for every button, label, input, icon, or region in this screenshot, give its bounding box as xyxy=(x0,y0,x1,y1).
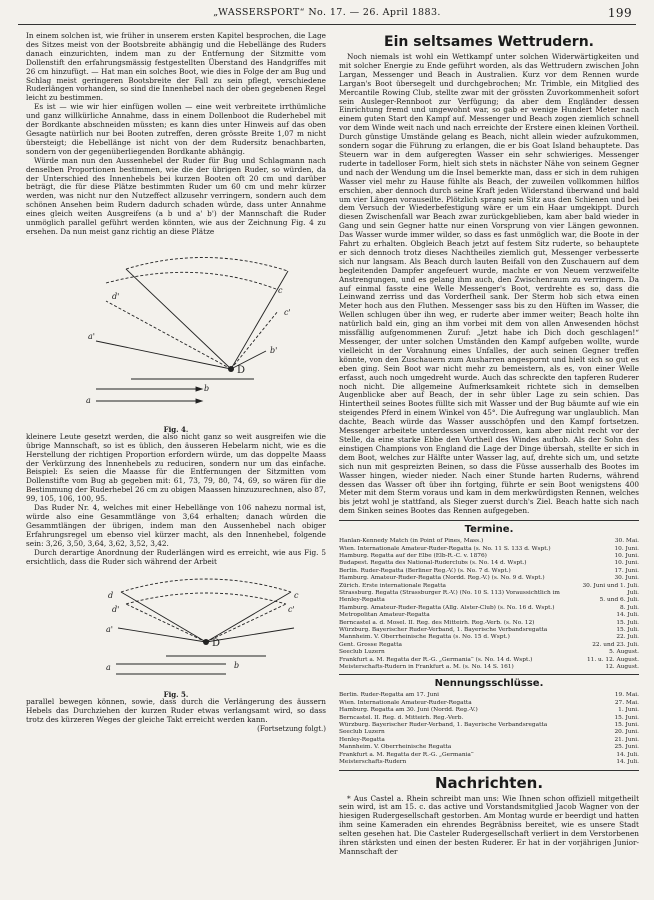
oar-line xyxy=(121,592,206,642)
arrowhead xyxy=(196,387,202,391)
schedule-row xyxy=(339,620,639,627)
article-continued xyxy=(26,698,326,725)
nennungsschluesse-heading: Nennungsschlüsse. xyxy=(339,674,639,689)
schedule-row xyxy=(339,664,639,671)
event-name: Henley-Regatta xyxy=(339,736,385,743)
event-name: Budapest. Regatta des National-Ruderclubs (s. No. 14 d. Wspt.) xyxy=(339,560,527,567)
schedule-row xyxy=(339,729,639,736)
label-D: D xyxy=(212,638,221,650)
event-date: 10. Juni. xyxy=(614,545,639,552)
label-b: b xyxy=(234,661,240,671)
figure-4-caption: Fig. 4. xyxy=(163,424,189,434)
figure-5 xyxy=(26,570,326,700)
event-name: Zürich. Erste internationale Regatta xyxy=(339,582,447,589)
event-name: Seeclub Luzern xyxy=(339,649,385,656)
schedule-row xyxy=(339,642,639,649)
article-title: Ein seltsames Wettrudern. xyxy=(384,34,594,50)
event-date: 14. Juli. xyxy=(616,612,639,619)
label-a: a xyxy=(106,663,111,673)
event-date: 10. Juni. xyxy=(614,560,639,567)
oar-line xyxy=(231,311,278,369)
event-date: 17. Juni. xyxy=(614,567,639,574)
article-continued xyxy=(26,32,326,237)
nennungsschluesse-table xyxy=(339,692,639,766)
event-date: 30. Juni. xyxy=(614,575,639,582)
paragraph: kleinere Leute gesetzt werden, die also nicht ganz so weit ausgreifen wie die übrige Mannschaft, so ist es üblich, den äusseren Hebelarm nicht, wie es die Herstellung der richtigen Proportion erfordern würde, um das doppelte Maass der Verkürzung des Innenhebels zu reduciren, sondern nur um das einfache. Beispiel: Es seien die Maasse für die Entfernungen der Sitzmitten vom Dollenstifte vom Bug ab gegeben mit: 61, 73, 79, 80, 74, 69, so wären für die Bestimmung der Ruderhebel 26 cm zu obigen Maassen hinzuzurechnen, also 87, 99, 105, 106, 100, 95. xyxy=(26,431,326,504)
schedule-row xyxy=(339,715,639,722)
schedule-row xyxy=(339,657,639,664)
event-name: Strassburg. Regatta (Strassburger R.-V.) (No. 10 S. 113) Voraussichtlich im xyxy=(339,589,560,596)
event-date: 12. August. xyxy=(605,664,639,671)
event-date: 22. und 23. Juli. xyxy=(592,641,639,648)
schedule-row xyxy=(339,605,639,612)
event-name: Seeclub Luzern xyxy=(339,729,385,736)
schedule-row xyxy=(339,546,639,553)
oar-line xyxy=(106,301,231,369)
schedule-row xyxy=(339,538,639,545)
paragraph: Es ist — wie wir hier einfügen wollen — eine weit verbreitete irrthümliche und ganz willkürliche Annahme, dass in einem Dollenboot die Ruderhebel mit der Bordkante abschneiden müssten; es kann dies unter Hinweis auf das oben Gesagte natürlich nur bei Booten zutreffen, deren grösste Breite 1,07 m nicht übersteigt; die Hebellänge ist nicht von der dem Rudersitz benachbarten, sondern von der gegenüberliegenden Bordkante abhängig. xyxy=(26,102,326,156)
event-name: Würzburg. Bayerischer Ruder-Verband, 1. Bayerische Verbandsregatta xyxy=(339,627,548,633)
figure-5-diagram xyxy=(26,570,326,686)
schedule-row xyxy=(339,707,639,714)
schedule-row xyxy=(339,583,639,590)
termine-table xyxy=(339,538,639,671)
header-rule xyxy=(18,24,636,25)
event-date: 15. Juni. xyxy=(614,714,639,721)
left-column xyxy=(26,32,326,888)
event-name: Berlin. Ruder-Regatta am 17. Juni xyxy=(339,692,439,699)
oar-line xyxy=(126,269,231,369)
schedule-row xyxy=(339,590,639,597)
event-date: 21. Juni. xyxy=(614,736,639,743)
paragraph: Durch derartige Anordnung der Ruderlängen wird es erreicht, wie aus Fig. 5 ersichtlich, dass die Ruder sich während der Arbeit xyxy=(26,547,326,566)
outer-arc xyxy=(126,257,288,271)
label-c1: c' xyxy=(284,307,291,317)
event-date: 25. Juni. xyxy=(614,744,639,751)
event-name: Wien. Internationale Amateur-Ruder-Regatta (s. No. 11 S. 133 d. Wspt.) xyxy=(339,545,551,552)
event-date: 14. Juli. xyxy=(616,751,639,758)
continuation-note: (Fortsetzung folgt.) xyxy=(257,725,326,734)
pivot-point xyxy=(228,366,234,372)
label-c1: c' xyxy=(288,605,295,615)
event-date: 1. Juni. xyxy=(618,707,639,714)
event-name: Hanlan-Kennedy Match (in Point of Pines, Mass.) xyxy=(339,538,484,545)
event-date: 22. Juli. xyxy=(616,634,639,641)
event-name: Berncastel a. d. Mosel. II. Reg. des Mitteirh. Reg.-Verb. (s. No. 12) xyxy=(339,619,535,626)
label-d1: d' xyxy=(112,291,120,301)
schedule-row xyxy=(339,759,639,766)
termine-heading: Termine. xyxy=(339,520,639,535)
label-a1: a' xyxy=(106,625,113,635)
schedule-row xyxy=(339,722,639,729)
event-name: Hamburg. Amateur-Ruder-Regatta (Allg. Alster-Club) (s. No. 16 d. Wspt.) xyxy=(339,604,555,611)
event-name: Henley-Regatta xyxy=(339,597,385,604)
oar-line xyxy=(96,341,231,369)
article-continued xyxy=(26,433,326,567)
schedule-row xyxy=(339,612,639,619)
inner-arc xyxy=(126,593,286,604)
event-name: Berlin. Ruder-Regatta (Berliner Reg.-V.) (s. No. 7 d. Wspt.) xyxy=(339,567,511,574)
event-date: 15. Juli. xyxy=(616,627,639,633)
event-name: Frankfurt a. M. Regatta der R.-G. „Germania“ xyxy=(339,751,474,758)
figure-5-caption: Fig. 5. xyxy=(163,690,189,700)
paragraph: Würde man nun den Aussenhebel der Ruder für Bug und Schlagmann nach denselben Proportionen bestimmen, wie die der übrigen Ruder, so würden, da der Unterschied des Innenhebels bei kurzen Booten oft 20 cm und darüber beträgt, die für diese Plätze bestimmten Ruder um 60 cm und mehr kürzer werden, was nicht nur den Nutzeffect allzusehr verringern, sondern auch dem schönen Ansehen beim Rudern dadurch schaden würde, dass unter Annahme eines gleich weiten Ausgreifens (a b und a' b') der Mannschaft die Ruder unmöglich parallel geführt werden könnten, wie aus der Zeichnung Fig. 4 zu ersehen. Da nun meist ganz richtig an diese Plätze xyxy=(26,155,326,236)
event-name: Mannheim. V. Oberrheinische Regatta xyxy=(339,744,452,751)
schedule-row xyxy=(339,568,639,575)
event-date: 19. Mai. xyxy=(614,692,639,699)
event-name: Metropolitan Amateur-Regatta xyxy=(339,612,430,619)
schedule-row xyxy=(339,634,639,641)
event-name: Hamburg. Regatta auf der Elbe (Elb-R.-C. v. 1876) xyxy=(339,552,487,559)
event-date: 8. Juli. xyxy=(620,604,639,611)
event-name: Meisterschafts-Rudern xyxy=(339,759,407,766)
news-body xyxy=(339,795,639,857)
schedule-row xyxy=(339,627,639,634)
schedule-row xyxy=(339,737,639,744)
event-date: 15. Juli. xyxy=(616,619,639,626)
schedule-row xyxy=(339,553,639,560)
event-name: Mannheim. V. Oberrheinische Regatta (s. No. 15 d. Wspt.) xyxy=(339,634,510,641)
schedule-row xyxy=(339,744,639,751)
oar-line xyxy=(126,604,206,642)
event-name: Berncastel. II. Reg. d. Mitteirh. Reg.-Verb. xyxy=(339,714,464,721)
oar-line xyxy=(118,628,206,642)
label-b: b xyxy=(204,383,210,393)
page-header xyxy=(18,6,636,22)
page-number: 199 xyxy=(607,6,632,20)
event-date: 14. Juli. xyxy=(616,759,639,766)
schedule-row xyxy=(339,560,639,567)
label-d: d xyxy=(108,591,114,601)
label-b1: b' xyxy=(270,345,278,355)
paragraph: Noch niemals ist wohl ein Wettkampf unter solchen Widerwärtigkeiten und mit solcher Energie zu Ende geführt worden, als das Wettrudern zwischen John Largan, Messenger und Beach in Australien. Kurz vor dem Rennen wurde Largan's Boot übersegelt und durchgebrochen; Mr. Trimble, ein Mitglied des Mercantile Rowing Club, stellte zwar mit der grössten Zuvorkommenheit sofort sein Ausleger-Rennboot zur Verfügung; da aber dem Engländer dessen Einrichtung fremd und ungewohnt war, so gab er wenige Hundert Meter nach einem guten Start den Kampf auf. Messenger und Beach zogen ziemlich schnell vor dem Winde weit nach und nach erreichte der Erstere einen kleinen Vortheil. Durch günstige Umstände gelang es Beach, nicht allein wieder aufzukommen, sondern sogar die Führung zu erlangen, die er bis Goat Island behauptete. Das Steuern war in dem aufgeregten Wasser ein sehr schwieriges. Messenger ruderte in tadelloser Form, hielt sich stets in nächster Nähe von seinem Gegner und nach der Wendung um die Insel bemerkte man, dass er sich in dem ruhigen Wasser viel mehr zu Hause fühlte als Beach, der zuweilen vollkommen hilflos erschien, aber dennoch durch seine Kraft jeden Widerstand überwand und bald um vier Längen vorauseilte. Plötzlich sprang sein Sitz aus den Schienen und bei dem Versuch der Wiederbefestigung wäre er um ein Haar umgekippt. Durch diesen Zwischenfall war Beach zwar zurückgeblieben, kam aber bald wieder in Gang und sein Gegner hatte nur einen Vorsprung von vier Längen gewonnen. Das Wasser wurde immer wilder, so dass es fast unmöglich war, die Boote in der Fahrt zu erhalten. Obgleich Beach jetzt auf festem Sitz ruderte, so behauptete er sich dennoch trotz dieses Nachtheiles ziemlich gut, Messenger verbesserte sich nur langsam. Als Beach durch lauten Beifall von den Zuschauern auf dem begleitenden Dampfer angefeuert wurde, machte er von Neuem verzweifelte Anstrengungen, und es gelang ihm auch, den Zwischenraum zu verringern. Da auf einmal fasste eine Welle Messenger's Boot, verdrehte es so, dass die Leinwand zerriss und das Vorderfheil sank. Der Sterm hob sich etwa einen Meter hoch aus den Fluthen. Messenger sass bis zu den Hüften im Wasser, die Wellen schlugen über ihn weg, er ruderte aber immer weiter; Beach holte ihn natürlich bald ein, ging an ihm vorbei mit dem von allen Anwesenden höchst missfällig aufgenommenen Zuruf: „Jetzt habe ich Dich doch geschlagen!“ Messenger, der unter solchen Umständen den Kampf aufgeben wollte, wurde vielleicht in der Vorahnung eines Unfalles, der auch seinen Gegner treffen könnte, von den Zuschauern zum Ausharren angespornt und hielt sich so gut es eben ging. Sein Boot war nicht mehr zu bemeistern, als es, von einer Welle erfasst, auch noch umgedreht wurde. Auch das schreckte den tapferen Ruderer noch nicht. Die allgemeine Aufmerksamkeit richtete sich in demselben Augenblicke aber auf Beach, der in sehr übler Lage zu sein schien. Das Hintertheil seines Bootes füllte sich mit Wasser und der Bug bäumte auf wie ein steigendes Pferd in einem Winkel von 45°. Die Aufregung war unglaublich. Man dachte, Beach würde das Wasser ausschöpfen und den Kampf fortsetzen. Messenger arbeitete unterdessen unverdrossen, kam aber nicht recht vor der Stelle, da eine starke Ebbe den Vortheil des Windes aufhob. Als der Sohn des einstigen Champions von England die Lage der Dinge übersah, stellte er sich in dem Boot, welches zur Hälfte unter Wasser lag, auf, drehte sich um, und setzte sich nun mit gespreizten Beinen, so dass die Füsse ausserhalb des Bootes im Wasser hingen, wieder nieder. Nach einer Stunde harten Ruderns, während dessen das Wasser oft über ihn fortging, führte er sein Boot wenigstens 400 Meter mit dem Sterm voraus und kam in dem merkwürdigsten Rennen, welches bis jetzt wohl je stattfand, als Sieger zuerst durch's Ziel. Beach hatte sich nach dem Sinken seines Bootes das Rennen aufgegeben. xyxy=(339,52,639,516)
article-body xyxy=(339,53,639,516)
label-a: a xyxy=(86,395,91,405)
event-date: Juli. xyxy=(627,589,639,596)
news-heading: Nachrichten. xyxy=(339,770,639,792)
event-name: Wien. Internationale Amateur-Ruder-Regatta xyxy=(339,699,472,706)
event-date: 5. und 6. Juli. xyxy=(599,597,639,604)
event-name: Hamburg. Amateur-Ruder-Regatta (Nordd. Reg.-V.) (s. No. 9 d. Wspt.) xyxy=(339,575,545,582)
pivot-point xyxy=(203,639,209,645)
label-a1: a' xyxy=(88,331,95,341)
journal-issue-line: „WASSERSPORT“ No. 17. — 26. April 1883. xyxy=(213,7,441,18)
event-name: Hamburg. Regatta am 30. Juni (Nordd. Reg.-V.) xyxy=(339,707,478,714)
oar-line xyxy=(206,604,286,642)
paragraph: Das Ruder Nr. 4, welches mit einer Hebellänge von 106 nahezu normal ist, würde also eine Gesammtlänge von 3,64 erhalten; danach würden die Gesammtlängen der übrigen, indem man den Aussenhebel nach obiger Erfahrungsregel um ebenso viel kürzer macht, als den Innenhebel, folgende sein: 3,26, 3,50, 3,64, 3,62, 3,52, 3,42. xyxy=(26,503,326,548)
outer-arc xyxy=(121,579,291,592)
label-c: c xyxy=(278,285,283,295)
event-name: Würzburg. Bayerischer Ruder-Verband, 1. Bayerische Verbandsregatta xyxy=(339,722,548,729)
event-date: 30. Juni und 1. Juli. xyxy=(582,582,639,589)
event-name: Gent. Grosse Regatta xyxy=(339,641,403,648)
schedule-row xyxy=(339,692,639,699)
event-date: 5. August. xyxy=(609,649,639,656)
event-date: 20. Juni. xyxy=(614,729,639,736)
schedule-row xyxy=(339,649,639,656)
schedule-row xyxy=(339,700,639,707)
schedule-row xyxy=(339,752,639,759)
figure-4-diagram xyxy=(26,241,326,421)
label-d1: d' xyxy=(112,605,120,615)
right-column xyxy=(339,32,639,888)
paragraph: parallel bewegen können, sowie, dass durch die Verlängerung des äussern Hebels das Durchziehen der kurzen Ruder etwas verlangsamt wird, so dass trotz des kürzeren Weges der gleiche Takt erreicht werden kann. xyxy=(26,697,326,725)
schedule-row xyxy=(339,597,639,604)
label-D: D xyxy=(237,364,246,376)
paragraph: In einem solchen ist, wie früher in unserem ersten Kapitel besprochen, die Lage des Sitzes meist von der Bootsbreite abhängig und die Hebellänge des Ruders danach einzurichten, indem man zu der Entfernung der Sitzmitte vom Dollenstift den erfahrungsmässig festgestellten Überstand des Handgriffes mit 26 cm hinzufügt. — Hat man ein solches Boot, wie dies in Folge der am Bug und Schlag meist geringeren Bootsbreite der Fall zu sein pflegt, verschiedene Ruderlängen vorhanden, so sind die Innenhebel nach der oben gegebenen Regel leicht zu bestimmen. xyxy=(26,32,326,103)
event-date: 15. Juni. xyxy=(614,722,639,729)
arrowhead xyxy=(196,399,202,403)
label-c: c xyxy=(294,591,299,601)
event-name: Frankfurt a. M. Regatta der R.-G. „Germania“ (s. No. 14 d. Wspt.) xyxy=(339,656,533,663)
event-date: 11. u. 12. August. xyxy=(586,656,639,663)
event-name: Meisterschafts-Rudern in Frankfurt a. M. (s. No. 14 S. 161) xyxy=(339,664,514,671)
schedule-row xyxy=(339,575,639,582)
event-date: 30. Mai. xyxy=(614,538,639,545)
oar-line xyxy=(206,592,291,642)
event-date: 27. Mai. xyxy=(614,699,639,706)
event-date: 10. Juni. xyxy=(614,552,639,559)
paragraph: * Aus Castel a. Rhein schreibt man uns: Wie Ihnen schon offiziell mitgetheilt sein wird, ist am 15. c. das active und Vorstandsmitglied Jacob Wagner von der hiesigen Rudergesellschaft gestorben. Am Montag wurde er beerdigt und hatten ihm seine Kameraden ein ehrendes Begräbniss bereitet, wie es unsere Stadt selten gesehen hat. Die Casteler Rudergesellschaft verliert in dem Verstorbenen ihren stärksten und einen der besten Ruderer. Er hat in der vorjährigen Junior-Mannschaft der xyxy=(339,793,639,856)
figure-4 xyxy=(26,241,326,434)
